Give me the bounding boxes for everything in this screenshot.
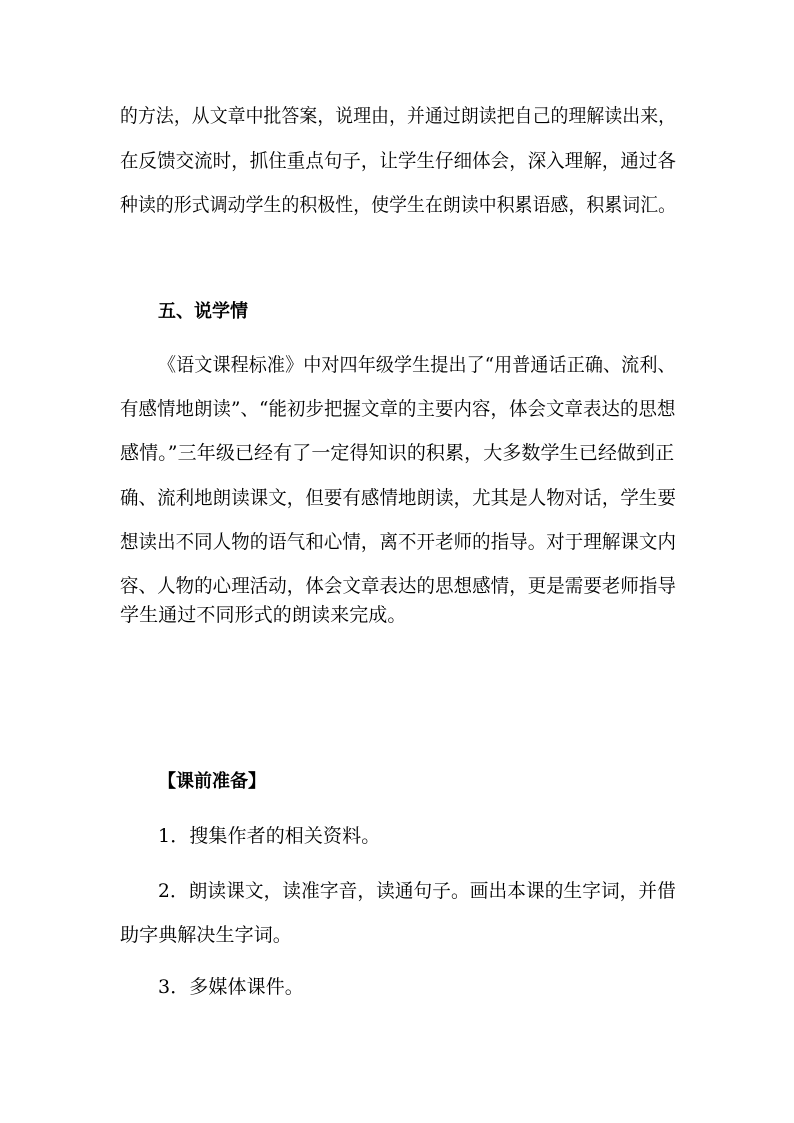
paragraph-line: 感情。”三年级已经有了一定得知识的积累，大多数学生已经做到正	[120, 442, 675, 464]
paragraph-line: 容、人物的心理活动，体会文章表达的思想感情，更是需要老师指导	[120, 575, 677, 597]
paragraph-line: 种读的形式调动学生的积极性，使学生在朗读中积累语感，积累词汇。	[120, 194, 677, 216]
paragraph-line: 《语文课程标准》中对四年级学生提出了“用普通话正确、流利、	[158, 354, 676, 376]
section-heading: 五、说学情	[158, 301, 248, 322]
section-heading: 【课前准备】	[158, 771, 266, 792]
paragraph-line: 确、流利地朗读课文，但要有感情地朗读，尤其是人物对话，学生要	[120, 487, 677, 509]
list-item-continuation: 助字典解决生字词。	[120, 924, 292, 946]
list-item: 2．朗读课文，读准字音，读通句子。画出本课的生字词，并借	[158, 880, 676, 902]
list-item: 1．搜集作者的相关资料。	[158, 825, 381, 847]
paragraph-line: 在反馈交流时，抓住重点句子，让学生仔细体会，深入理解，通过各	[120, 150, 677, 172]
paragraph-line: 的方法，从文章中批答案，说理由，并通过朗读把自己的理解读出来，	[120, 105, 677, 127]
paragraph-line: 想读出不同人物的语气和心情，离不开老师的指导。对于理解课文内	[120, 531, 677, 553]
list-item: 3．多媒体课件。	[158, 976, 304, 998]
paragraph-line: 有感情地朗读”、“能初步把握文章的主要内容，体会文章表达的思想	[120, 398, 676, 420]
paragraph-line: 学生通过不同形式的朗读来完成。	[120, 604, 407, 626]
